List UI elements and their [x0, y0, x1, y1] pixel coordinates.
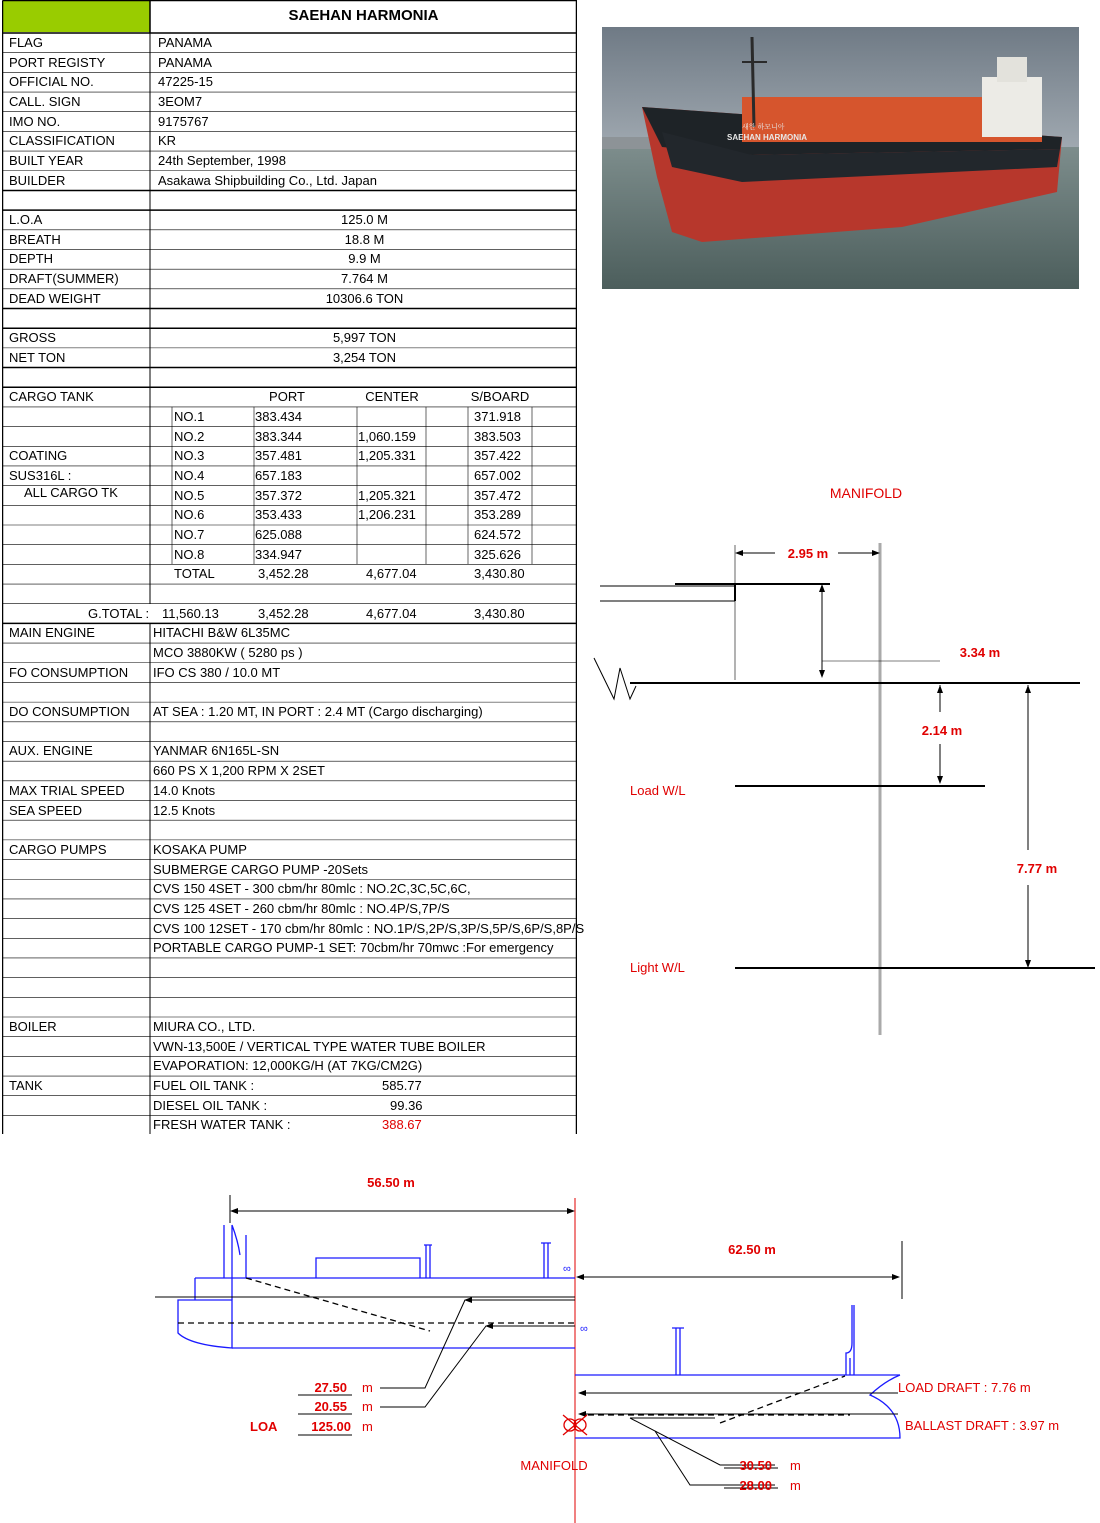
- particular-row: [2, 171, 577, 191]
- cell-text: TOTAL: [174, 566, 215, 582]
- cell-text: L.O.A: [9, 212, 43, 228]
- cell-text: NO.3: [174, 448, 205, 464]
- cell-text: FO CONSUMPTION: [9, 664, 129, 680]
- cell-text: 5,997 TON: [332, 330, 397, 346]
- pump-row: [2, 899, 577, 919]
- cell-text: VWN-13,500E / VERTICAL TYPE WATER TUBE BOILER: [153, 1038, 486, 1054]
- hull-korean-text: 새한 하모니아: [742, 124, 785, 131]
- cell-text: 9.9 M: [348, 251, 381, 267]
- light-wl-label: Light W/L: [630, 960, 685, 975]
- dist-30-50: 30.50: [739, 1458, 772, 1473]
- cell-text: SEA SPEED: [9, 802, 82, 818]
- cell-text: 371.918: [474, 408, 521, 424]
- blank-row: [2, 958, 577, 978]
- cell-text: 1,206.231: [358, 507, 416, 523]
- fwd-length-label: 56.50 m: [367, 1175, 415, 1190]
- cell-text: CALL. SIGN: [9, 94, 81, 110]
- tonnage-row: [2, 328, 577, 348]
- engine-row: [2, 741, 577, 761]
- tanker-ship-image: [602, 27, 1079, 289]
- cell-text: TANK: [9, 1078, 43, 1094]
- pump-row: [2, 840, 577, 860]
- loa-label: LOA: [250, 1419, 278, 1434]
- engine-row: [2, 801, 577, 821]
- cell-text: PORT REGISTY: [9, 54, 106, 70]
- cell-text: 7.764 M: [341, 271, 388, 287]
- cell-text: NO.6: [174, 507, 205, 523]
- cell-text: CVS 125 4SET - 260 cbm/hr 80mlc : NO.4P/S,7P/S: [153, 900, 450, 916]
- cell-text: CENTER: [365, 389, 419, 405]
- cell-text: DRAFT(SUMMER): [9, 271, 119, 287]
- cell-text: PORT: [269, 389, 305, 405]
- cell-text: DEPTH: [9, 251, 54, 267]
- cell-text: 3,430.80: [474, 566, 525, 582]
- cell-text: 1,060.159: [358, 428, 416, 444]
- loa-value: 125.00: [311, 1419, 351, 1434]
- load-draft-label: LOAD DRAFT : 7.76 m: [898, 1380, 1031, 1395]
- particular-row: [2, 53, 577, 73]
- dimension-row: [2, 210, 577, 230]
- engine-row: [2, 623, 577, 643]
- cell-text: AT SEA : 1.20 MT, IN PORT : 2.4 MT (Cargo discharging): [153, 704, 483, 720]
- ship-profile-diagram: [0, 1163, 1100, 1523]
- blank-row: [2, 368, 577, 388]
- cell-text: NO.5: [174, 487, 205, 503]
- cargo-tank-row: [2, 525, 577, 545]
- cell-text: SUBMERGE CARGO PUMP -20Sets: [153, 861, 369, 877]
- cell-text: 357.472: [474, 487, 521, 503]
- pump-row: [2, 860, 577, 880]
- cell-text: DIESEL OIL TANK :: [153, 1097, 268, 1113]
- cargo-tank-header: [2, 387, 577, 407]
- cargo-tank-row: [2, 427, 577, 447]
- cell-text: PORTABLE CARGO PUMP-1 SET: 70cbm/hr 70mwc :For emergency: [153, 940, 554, 956]
- cell-text: 657.002: [474, 467, 521, 483]
- cell-text: CLASSIFICATION: [9, 133, 115, 149]
- cell-text: CARGO TANK: [9, 389, 94, 405]
- svg-text:∞: ∞: [563, 1263, 571, 1275]
- cell-text: FUEL OIL TANK :: [153, 1078, 255, 1094]
- cell-text: MCO 3880KW ( 5280 ps ): [153, 645, 303, 661]
- cell-text: 388.67: [382, 1117, 422, 1133]
- cell-text: PANAMA: [158, 35, 212, 50]
- particular-row: [2, 33, 577, 53]
- manifold-diagram: [590, 480, 1100, 1040]
- cell-text: 325.626: [474, 546, 521, 562]
- load-wl-label: Load W/L: [630, 783, 686, 798]
- engine-row: [2, 761, 577, 781]
- cell-text: 357.422: [474, 448, 521, 464]
- cell-text: FRESH WATER TANK :: [153, 1117, 291, 1133]
- cargo-gtotal-row: [2, 604, 577, 624]
- dimension-row: [2, 249, 577, 269]
- cargo-tank-row: [2, 446, 577, 466]
- cell-text: BUILDER: [9, 172, 66, 188]
- cell-text: BUILT YEAR: [9, 153, 84, 169]
- boiler-row: [2, 1037, 577, 1057]
- cell-text: 99.36: [390, 1097, 423, 1113]
- tank-row: [2, 1096, 577, 1116]
- cell-text: MAIN ENGINE: [9, 625, 95, 641]
- particular-row: [2, 131, 577, 151]
- blank-row: [2, 997, 577, 1017]
- dim-horizontal-label: 2.95 m: [787, 546, 829, 561]
- cell-text: 357.372: [255, 487, 302, 503]
- blank-row: [2, 682, 577, 702]
- cell-text: EVAPORATION: 12,000KG/H (AT 7KG/CM2G): [153, 1058, 423, 1074]
- pump-row: [2, 938, 577, 958]
- dim-light-label: 7.77 m: [1016, 861, 1058, 876]
- cell-text: 585.77: [382, 1078, 422, 1094]
- cell-text: 334.947: [255, 546, 302, 562]
- tank-row: [2, 1076, 577, 1096]
- cell-text: AUX. ENGINE: [9, 743, 93, 759]
- cell-text: NO.4: [174, 467, 205, 483]
- cell-text: ALL CARGO TK: [24, 484, 118, 500]
- cell-text: BOILER: [9, 1019, 57, 1034]
- particular-row: [2, 92, 577, 112]
- ship-name-title: SAEHAN HARMONIA: [288, 7, 439, 24]
- cell-text: MAX TRIAL SPEED: [9, 782, 125, 798]
- cell-text: 3,254 TON: [332, 349, 397, 365]
- cell-text: 657.183: [255, 467, 302, 483]
- cell-text: NO.8: [174, 546, 205, 562]
- dimension-row: [2, 230, 577, 250]
- svg-text:∞: ∞: [580, 1323, 588, 1335]
- cell-text: IMO NO.: [9, 113, 61, 129]
- cell-text: 47225-15: [158, 74, 213, 90]
- cell-text: NO.7: [174, 527, 205, 542]
- cell-text: 383.503: [474, 428, 521, 444]
- cargo-tank-row: [2, 407, 577, 427]
- cargo-tank-row: [2, 486, 577, 506]
- cell-text: 14.0 Knots: [153, 782, 216, 798]
- cell-text: NO.1: [174, 408, 205, 424]
- ship-photo: [602, 27, 1079, 289]
- unit-m-4: m: [790, 1458, 801, 1473]
- cell-text: 10306.6 TON: [325, 290, 404, 306]
- engine-row: [2, 702, 577, 722]
- cell-text: 383.434: [255, 408, 302, 424]
- cell-text: DO CONSUMPTION: [9, 704, 130, 720]
- cell-text: NET TON: [9, 349, 66, 365]
- dimension-row: [2, 269, 577, 289]
- unit-m-2: m: [362, 1399, 373, 1414]
- particular-row: [2, 151, 577, 171]
- cell-text: KOSAKA PUMP: [153, 841, 247, 857]
- unit-m-1: m: [362, 1380, 373, 1395]
- cell-text: 624.572: [474, 527, 521, 542]
- dist-20-55: 20.55: [314, 1399, 347, 1414]
- cell-text: 353.433: [255, 507, 302, 523]
- unit-m-3: m: [362, 1419, 373, 1434]
- cell-text: 353.289: [474, 507, 521, 523]
- engine-row: [2, 663, 577, 683]
- dimension-row: [2, 289, 577, 309]
- ship-spec-table: [2, 0, 585, 1134]
- hull-name-text: SAEHAN HARMONIA: [727, 133, 807, 142]
- blank-row: [2, 584, 577, 604]
- particular-row: [2, 72, 577, 92]
- boiler-row: [2, 1017, 577, 1037]
- cell-text: CVS 100 12SET - 170 cbm/hr 80mlc : NO.1P/S,2P/S,3P/S,5P/S,6P/S,8P/S: [153, 920, 585, 936]
- cell-text: Asakawa Shipbuilding Co., Ltd. Japan: [158, 172, 377, 188]
- cell-text: FLAG: [9, 35, 43, 50]
- cargo-total-row: [2, 564, 577, 584]
- cell-text: 3,452.28: [258, 605, 309, 621]
- blank-row: [2, 978, 577, 998]
- tank-row: [2, 1115, 577, 1135]
- cell-text: SUS316L :: [9, 467, 72, 483]
- ballast-draft-label: BALLAST DRAFT : 3.97 m: [905, 1418, 1060, 1433]
- cell-text: 625.088: [255, 527, 302, 542]
- boiler-row: [2, 1056, 577, 1076]
- cell-text: BREATH: [9, 231, 61, 247]
- cell-text: MIURA CO., LTD.: [153, 1019, 256, 1034]
- cell-text: COATING: [9, 448, 68, 464]
- cell-text: 9175767: [158, 113, 209, 129]
- tonnage-row: [2, 348, 577, 368]
- cell-text: 18.8 M: [344, 231, 385, 247]
- blank-row: [2, 820, 577, 840]
- cell-text: DEAD WEIGHT: [9, 290, 101, 306]
- pump-row: [2, 919, 585, 939]
- cell-text: GROSS: [9, 330, 56, 346]
- cell-text: 660 PS X 1,200 RPM X 2SET: [153, 763, 325, 779]
- cell-text: 12.5 Knots: [153, 802, 216, 818]
- cell-text: 4,677.04: [366, 605, 417, 621]
- blank-row: [2, 722, 577, 742]
- cell-text: NO.2: [174, 428, 205, 444]
- manifold-profile-label: MANIFOLD: [520, 1458, 588, 1473]
- cell-text: YANMAR 6N165L-SN: [153, 743, 280, 759]
- cell-text: CVS 150 4SET - 300 cbm/hr 80mlc : NO.2C,3C,5C,6C,: [153, 881, 471, 897]
- dim-height-label: 3.34 m: [959, 645, 1001, 660]
- blank-row: [2, 190, 577, 210]
- cargo-tank-row: [2, 545, 577, 565]
- blank-row: [2, 309, 577, 329]
- cell-text: 357.481: [255, 448, 302, 464]
- cell-text: OFFICIAL NO.: [9, 74, 94, 90]
- dist-28-00: 28.00: [739, 1478, 772, 1493]
- cargo-tank-row: [2, 505, 577, 525]
- cell-text: 383.344: [255, 428, 302, 444]
- cell-text: 3EOM7: [158, 94, 203, 110]
- cell-text: CARGO PUMPS: [9, 841, 107, 857]
- cell-text: 3,430.80: [474, 605, 525, 621]
- manifold-title: MANIFOLD: [829, 485, 903, 501]
- pump-row: [2, 879, 577, 899]
- cell-text: 3,452.28: [258, 566, 309, 582]
- cell-text: S/BOARD: [470, 389, 530, 405]
- cell-text: KR: [158, 133, 177, 149]
- cell-text: 24th September, 1998: [158, 153, 286, 169]
- header-swatch: [3, 1, 150, 32]
- unit-m-5: m: [790, 1478, 801, 1493]
- dist-27-50: 27.50: [314, 1380, 347, 1395]
- cell-text: 125.0 M: [341, 212, 388, 228]
- engine-row: [2, 643, 577, 663]
- engine-row: [2, 781, 577, 801]
- cell-text: PANAMA: [158, 54, 212, 70]
- cell-text: HITACHI B&W 6L35MC: [153, 625, 291, 641]
- dim-load-label: 2.14 m: [921, 723, 963, 738]
- cell-text: 4,677.04: [366, 566, 417, 582]
- cell-text: G.TOTAL :: [88, 605, 150, 621]
- cell-text: 1,205.331: [358, 448, 416, 464]
- cell-text: 11,560.13: [162, 605, 219, 621]
- particular-row: [2, 112, 577, 132]
- cell-text: 1,205.321: [358, 487, 416, 503]
- aft-length-label: 62.50 m: [728, 1242, 776, 1257]
- cell-text: IFO CS 380 / 10.0 MT: [153, 664, 281, 680]
